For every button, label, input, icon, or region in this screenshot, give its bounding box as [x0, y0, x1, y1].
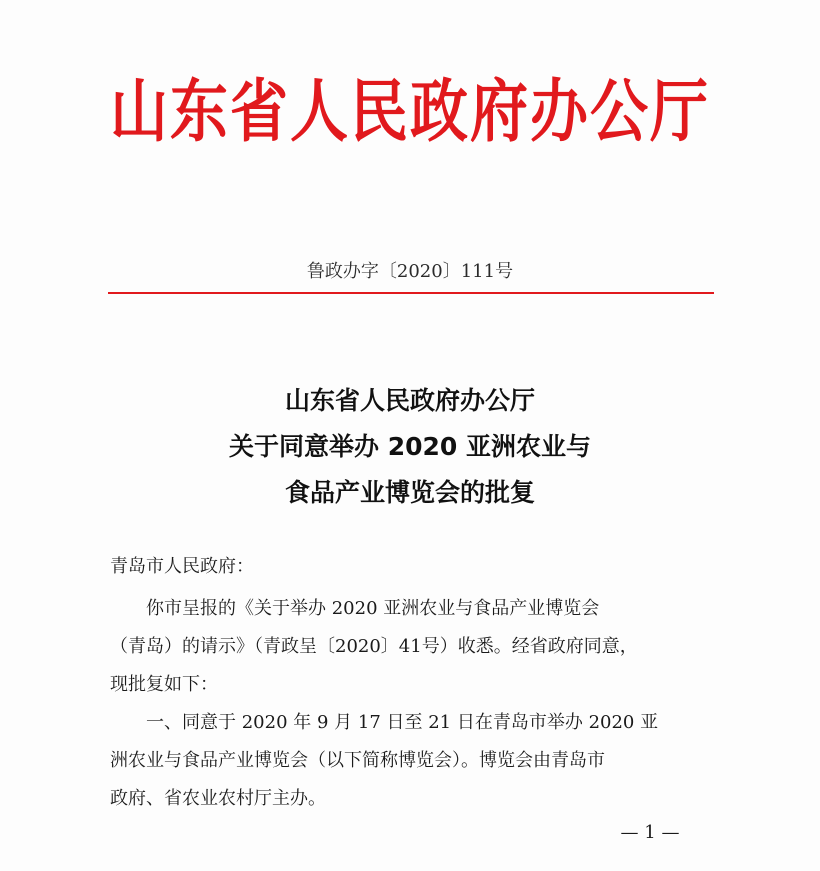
paragraph-line: 政府、省农业农村厅主办。	[110, 788, 326, 809]
document-number: 鲁政办字〔2020〕111号	[306, 261, 514, 282]
paragraph-1	[110, 590, 720, 704]
paragraph-line: （青岛）的请示》（青政呈〔2020〕41号）收悉。经省政府同意，	[110, 636, 638, 657]
paragraph-line: 你市呈报的《关于举办 2020 亚洲农业与食品产业博览会	[146, 598, 600, 619]
title-line-3: 食品产业博览会的批复	[284, 478, 535, 507]
paragraph-line: 一、同意于 2020 年 9 月 17 日至 21 日在青岛市举办 2020 亚	[146, 712, 659, 733]
document-title	[100, 378, 720, 516]
paragraph-2	[110, 704, 720, 818]
title-line-2: 关于同意举办 2020 亚洲农业与	[229, 432, 591, 461]
masthead-title: 山东省人民政府办公厅	[109, 71, 710, 152]
paragraph-line: 现批复如下：	[110, 674, 218, 695]
paragraph-line: 洲农业与食品产业博览会（以下简称博览会）。博览会由青岛市	[110, 750, 605, 771]
salutation: 青岛市人民政府：	[110, 556, 254, 577]
red-separator-line	[108, 292, 714, 294]
page-number: — 1 —	[620, 822, 680, 843]
title-line-1: 山东省人民政府办公厅	[284, 386, 535, 415]
